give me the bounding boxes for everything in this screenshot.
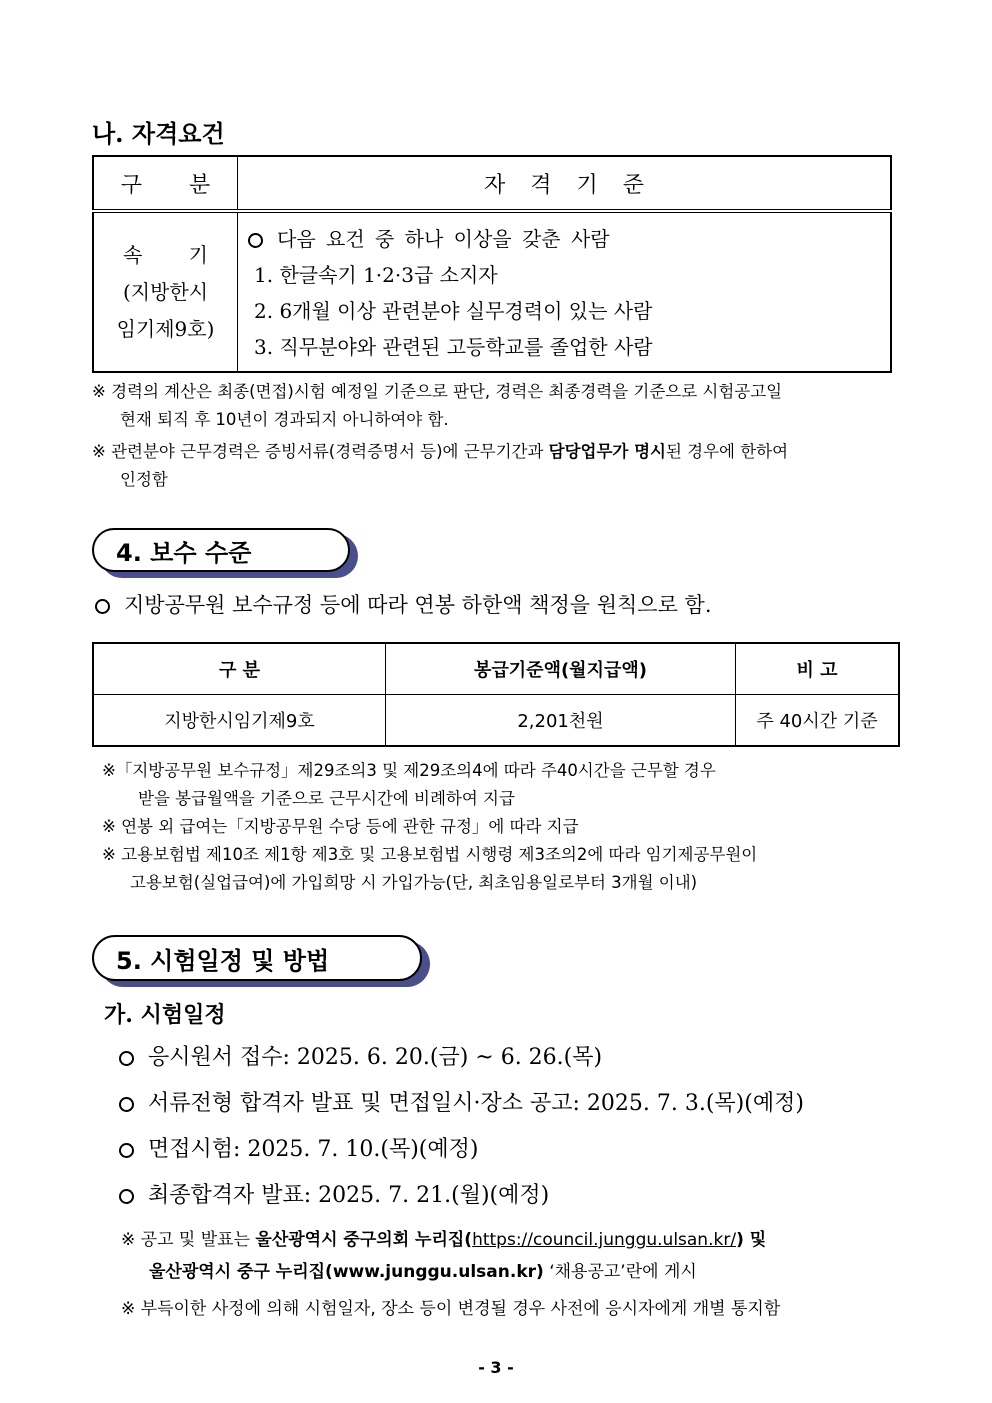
category-line: (지방한시 <box>122 279 209 304</box>
criteria-intro: 다음 요건 중 하나 이상을 갖춘 사람 <box>248 221 890 257</box>
schedule-heading: 가. 시험일정 <box>104 1002 226 1028</box>
table-row <box>93 695 899 747</box>
note-bold: ) 및 <box>736 1230 767 1250</box>
qualification-table <box>92 155 892 373</box>
experience-note <box>92 438 904 494</box>
note-line: 인정함 <box>120 470 168 489</box>
criteria-item: 3. 직무분야와 관련된 고등학교를 졸업한 사람 <box>254 335 653 359</box>
circle-bullet-icon <box>119 1143 134 1158</box>
header-cell: 비 고 <box>736 643 900 695</box>
page-number: - 3 - <box>478 1358 514 1377</box>
note-line: 고용보험(실업급여)에 가입희망 시 가입가능(단, 최초임용일로부터 3개월 이내) <box>130 873 698 892</box>
table-header-row <box>93 156 891 211</box>
circle-bullet-icon <box>248 233 263 248</box>
note-text: ‘채용공고’란에 게시 <box>543 1262 697 1282</box>
note-bold: 울산광역시 중구 누리집(www.junggu.ulsan.kr) <box>149 1262 544 1282</box>
criteria-item: 1. 한글속기 1·2·3급 소지자 <box>254 263 498 287</box>
council-website-link[interactable]: https://council.junggu.ulsan.kr/ <box>472 1230 737 1250</box>
note-line: ※ 연봉 외 급여는「지방공무원 수당 등에 관한 규정」에 따라 지급 <box>102 817 579 836</box>
list-item: 면접시험: 2025. 7. 10.(목)(예정) <box>119 1132 919 1178</box>
circle-bullet-icon <box>95 599 110 614</box>
table-header-row <box>93 643 899 695</box>
header-criteria: 자 격 기 준 <box>238 156 892 211</box>
table-cell: 지방한시임기제9호 <box>93 695 386 747</box>
section5-title: 5. 시험일정 및 방법 <box>92 935 422 981</box>
note-line: ※ 경력의 계산은 최종(면접)시험 예정일 기준으로 판단, 경력은 최종경력을 기준으로 시험공고일 <box>92 382 783 401</box>
category-line: 임기제9호) <box>116 316 215 341</box>
schedule-list <box>119 1040 919 1224</box>
category-cell <box>93 211 238 372</box>
section4-title: 4. 보수 수준 <box>92 528 350 572</box>
circle-bullet-icon <box>119 1189 134 1204</box>
salary-intro: 지방공무원 보수규정 등에 따라 연봉 하한액 책정을 원칙으로 함. <box>95 589 712 619</box>
circle-bullet-icon <box>119 1097 134 1112</box>
list-item: 최종합격자 발표: 2025. 7. 21.(월)(예정) <box>119 1178 919 1224</box>
note-text: ※ 관련분야 근무경력은 증빙서류(경력증명서 등)에 근무기간과 <box>92 442 549 461</box>
qualification-heading: 나. 자격요건 <box>92 119 225 148</box>
career-note <box>92 378 904 434</box>
category-line: 속 기 <box>123 242 208 267</box>
table-cell: 주 40시간 기준 <box>736 695 900 747</box>
header-category: 구 분 <box>93 156 238 211</box>
salary-table <box>92 642 900 747</box>
list-item: 응시원서 접수: 2025. 6. 20.(금) ~ 6. 26.(목) <box>119 1040 919 1086</box>
section5-header <box>92 935 422 981</box>
note-line: ※「지방공무원 보수규정」제29조의3 및 제29조의4에 따라 주40시간을 근무할 경우 <box>102 761 716 780</box>
criteria-cell <box>238 211 892 372</box>
change-notice: ※ 부득이한 사정에 의해 시험일자, 장소 등이 변경될 경우 사전에 응시자에게 개별 통지함 <box>121 1299 781 1319</box>
note-text: 된 경우에 한하여 <box>665 442 789 461</box>
note-line: ※ 고용보험법 제10조 제1항 제3호 및 고용보험법 시행령 제3조의2에 따라 임기제공무원이 <box>102 845 758 864</box>
salary-notes <box>102 757 908 897</box>
note-bold: 담당업무가 명시 <box>548 442 666 461</box>
criteria-item: 2. 6개월 이상 관련분야 실무경력이 있는 사람 <box>254 299 653 323</box>
header-cell: 봉급기준액(월지급액) <box>386 643 736 695</box>
header-cell: 구 분 <box>93 643 386 695</box>
note-bold: 울산광역시 중구의회 누리집( <box>255 1230 473 1250</box>
list-item: 서류전형 합격자 발표 및 면접일시·장소 공고: 2025. 7. 3.(목)(예정) <box>119 1086 919 1132</box>
note-line: 받을 봉급월액을 기준으로 근무시간에 비례하여 지급 <box>138 789 515 808</box>
table-cell: 2,201천원 <box>386 695 736 747</box>
table-row <box>93 211 891 372</box>
note-line: 현재 퇴직 후 10년이 경과되지 아니하여야 함. <box>120 410 449 429</box>
circle-bullet-icon <box>119 1051 134 1066</box>
section4-header <box>92 528 350 572</box>
note-text: ※ 공고 및 발표는 <box>121 1230 256 1250</box>
announcement-note <box>121 1224 911 1288</box>
